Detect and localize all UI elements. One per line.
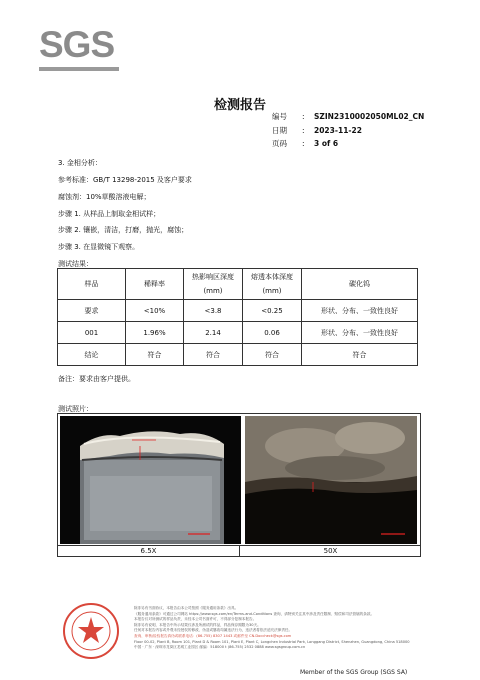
table-cell: 符合 (126, 344, 184, 366)
meta-label: 页码 (272, 139, 287, 148)
table-cell: 形状、分布、一致性良好 (302, 322, 418, 344)
etchant: 腐蚀剂：10%草酸溶液电解； (58, 193, 151, 201)
table-row (58, 300, 418, 322)
footer-line: 《服务通用条款》可通过公司网站 https://www.sgs.com/en/Terms-and-Conditions 查询，请特别关注其中涉及责任限制、赔偿和司法管辖的条款。 (134, 611, 375, 616)
table-cell: 1.96% (126, 322, 184, 344)
table-cell: 结论 (58, 344, 126, 366)
meta-value: SZIN2310002050ML02_CN (314, 112, 425, 121)
section-heading: 3. 金相分析： (58, 159, 102, 167)
footer-line: 任何对本报告内容或外观未经授权的修改、伪造或篡改均属违法行为，违法者将依法追究法律责任。 (134, 628, 293, 633)
photo-heading: 测试照片： (58, 405, 93, 413)
footer-address-cn: 中国 · 广东 · 深圳市龙岗区龙城工业园区 邮编：518000 t (86-755) 2532 0888 www.sgsgroup.com.cn (134, 645, 306, 650)
meta-date (272, 124, 424, 138)
footer-disclaimer (134, 606, 434, 651)
table-cell: 要求 (58, 300, 126, 322)
sgs-logo (39, 26, 119, 72)
meta-value: 3 of 6 (314, 139, 339, 148)
photo-panel (57, 413, 421, 557)
meta-colon: : (302, 112, 305, 121)
micrograph-6-5x-image (60, 416, 241, 544)
footer-address-en: Floor 00-02, Plant B, Room 101, Plant D & Room 101, Plant E, Plant C, Longchen Industrial Park, Longgang District, Shenzhen, Guangdong, China 518000 (134, 639, 410, 644)
results-heading: 测试结果： (58, 260, 93, 268)
table-cell: 0.06 (243, 322, 302, 344)
micrograph-50x-image (245, 416, 417, 544)
micrograph-50x (245, 416, 417, 544)
table-row (58, 322, 418, 344)
table-cell: <10% (126, 300, 184, 322)
step-1: 步骤 1. 从样品上制取金相试样； (58, 210, 161, 218)
meta-number (272, 110, 424, 124)
results-table (57, 268, 418, 366)
step-3: 步骤 3. 在显微镜下观察。 (58, 243, 140, 251)
table-cell: <0.25 (243, 300, 302, 322)
micrograph-6-5x (60, 416, 241, 544)
table-row (58, 344, 418, 366)
step-2: 步骤 2. 镶嵌，清洁，打磨，抛光，腐蚀； (58, 226, 189, 234)
table-cell: 001 (58, 322, 126, 344)
reference-standard: 参考标准：GB/T 13298-2015 及客户要求 (58, 176, 192, 184)
meta-colon: : (302, 125, 305, 135)
footer-line: 本报告仅对所测试的样品负责，未经本公司书面许可，不得部分复制本报告。 (134, 617, 257, 622)
meta-colon: : (302, 139, 305, 148)
header-haz: 热影响区深度 (mm) (184, 269, 243, 300)
logo-text: SGS (39, 24, 115, 65)
header-penetration: 熔透本体深度 (mm) (243, 269, 302, 300)
logo-underline (39, 67, 119, 71)
table-cell: <3.8 (184, 300, 243, 322)
table-cell: 符合 (184, 344, 243, 366)
inspection-seal-icon (62, 602, 120, 660)
table-cell: 形状、分布、一致性良好 (302, 300, 418, 322)
meta-page (272, 137, 424, 151)
report-meta (272, 110, 424, 151)
table-cell: 符合 (243, 344, 302, 366)
header-sample: 样品 (58, 269, 126, 300)
header-carbide: 碳化钨 (302, 269, 418, 300)
member-note: Member of the SGS Group (SGS SA) (300, 669, 408, 676)
table-cell: 2.14 (184, 322, 243, 344)
report-title: 检测报告 (213, 98, 266, 113)
table-header-row (58, 269, 418, 300)
meta-label: 编号 (272, 112, 287, 121)
caption-50x: 50X (239, 545, 421, 557)
footer-line: 除非另有说明，本报告中所示结果仅涉及所测试的样品，样品保存期限为30天。 (134, 622, 261, 627)
meta-value: 2023-11-22 (314, 125, 362, 135)
footer-line: 除非另有书面协议，本报告由本公司按照《服务通用条款》出具。 (134, 606, 239, 610)
header-dilution: 稀释率 (126, 269, 184, 300)
table-cell: 符合 (302, 344, 418, 366)
caption-6-5x: 6.5X (58, 545, 239, 557)
remark: 备注：要求由客户提供。 (58, 375, 135, 383)
footer-contact: 查询、审核/检验报告真伪或联系电话：(86-755) 8307 1443 或邮件至 CN.Doccheck@sgs.com (134, 633, 292, 638)
meta-label: 日期 (272, 125, 287, 135)
